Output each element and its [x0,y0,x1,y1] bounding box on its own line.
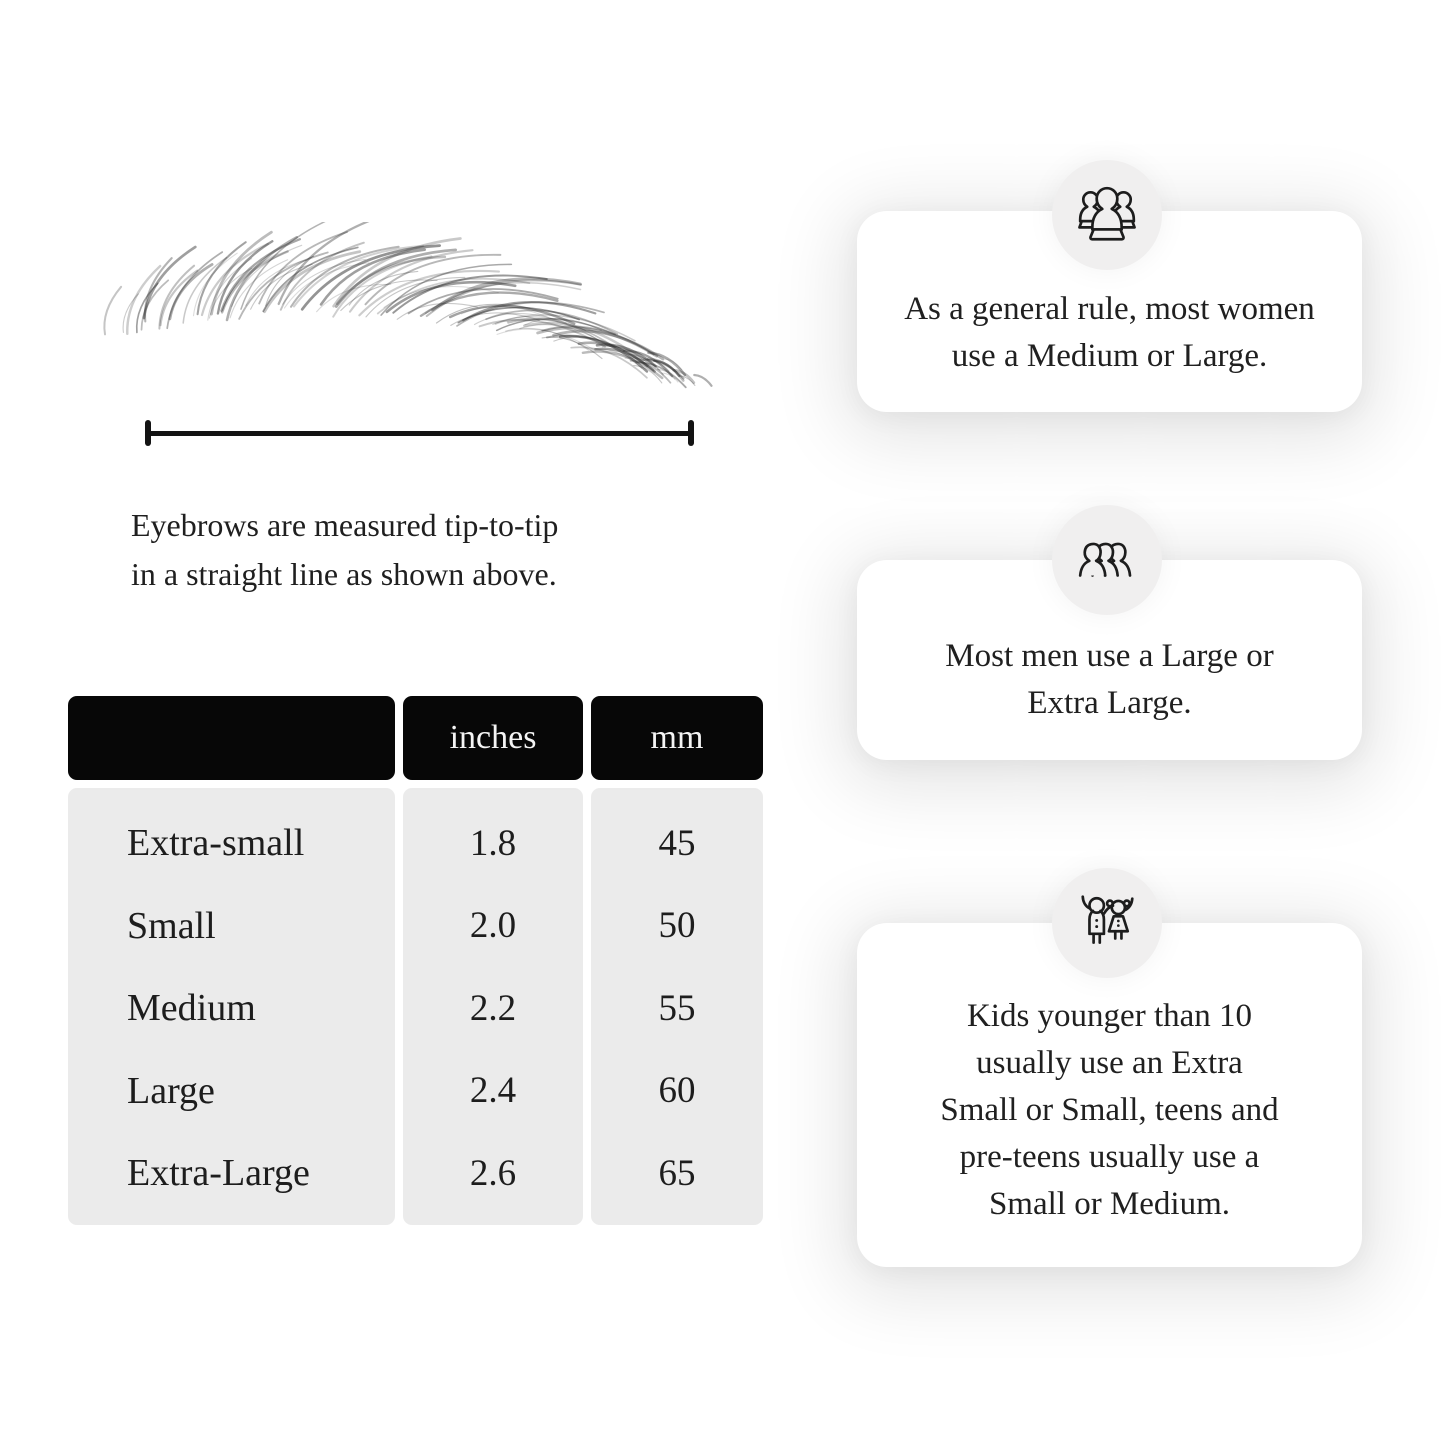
women-icon-circle [1052,160,1162,270]
size-cell: Medium [127,987,256,1030]
inches-cell: 2.0 [469,905,517,947]
inches-cell: 1.8 [469,822,517,864]
header-cell-inches: inches [403,696,583,780]
card-line: usually use an Extra [976,1045,1243,1081]
card-line: use a Medium or Large. [951,338,1268,374]
mm-cell: 50 [658,905,696,947]
card-line: Most men use a Large or [945,638,1274,674]
men-group-icon [1074,527,1140,593]
size-cell: Extra-small [127,822,305,865]
size-cell: Extra-Large [127,1152,310,1195]
caption-line-2: in a straight line as shown above. [131,556,557,592]
header-cell-size [68,696,395,780]
card-line: Kids younger than 10 [966,998,1253,1034]
card-line: pre-teens usually use a [959,1139,1260,1175]
eyebrow-illustration [100,222,740,427]
inches-column [403,788,583,1225]
header-cell-mm: mm [591,696,763,780]
mm-cell: 60 [658,1070,696,1112]
size-cell: Large [127,1069,215,1112]
size-table-header [68,696,763,780]
card-line: As a general rule, most women [904,291,1315,327]
mm-cell: 45 [658,822,696,864]
measurement-line-right-cap [688,420,694,446]
mm-cell: 65 [658,1152,696,1194]
size-column [68,788,395,1225]
card-line: Small or Medium. [988,1186,1231,1222]
measurement-line [145,420,694,446]
men-icon-circle [1052,505,1162,615]
inches-cell: 2.6 [469,1152,517,1194]
mm-column [591,788,763,1225]
kids-icon-circle [1052,868,1162,978]
kids-icon [1074,890,1140,956]
inches-cell: 2.2 [469,987,517,1029]
card-line: Extra Large. [1027,685,1192,721]
measurement-caption [131,501,771,599]
caption-line-1: Eyebrows are measured tip-to-tip [131,507,559,543]
inches-cell: 2.4 [469,1070,517,1112]
size-cell: Small [127,904,216,947]
size-table-body [68,788,763,1225]
size-table [68,696,763,1225]
card-line: Small or Small, teens and [940,1092,1279,1128]
women-group-icon [1074,182,1140,248]
measurement-line-bar [151,431,688,436]
mm-cell: 55 [658,987,696,1029]
